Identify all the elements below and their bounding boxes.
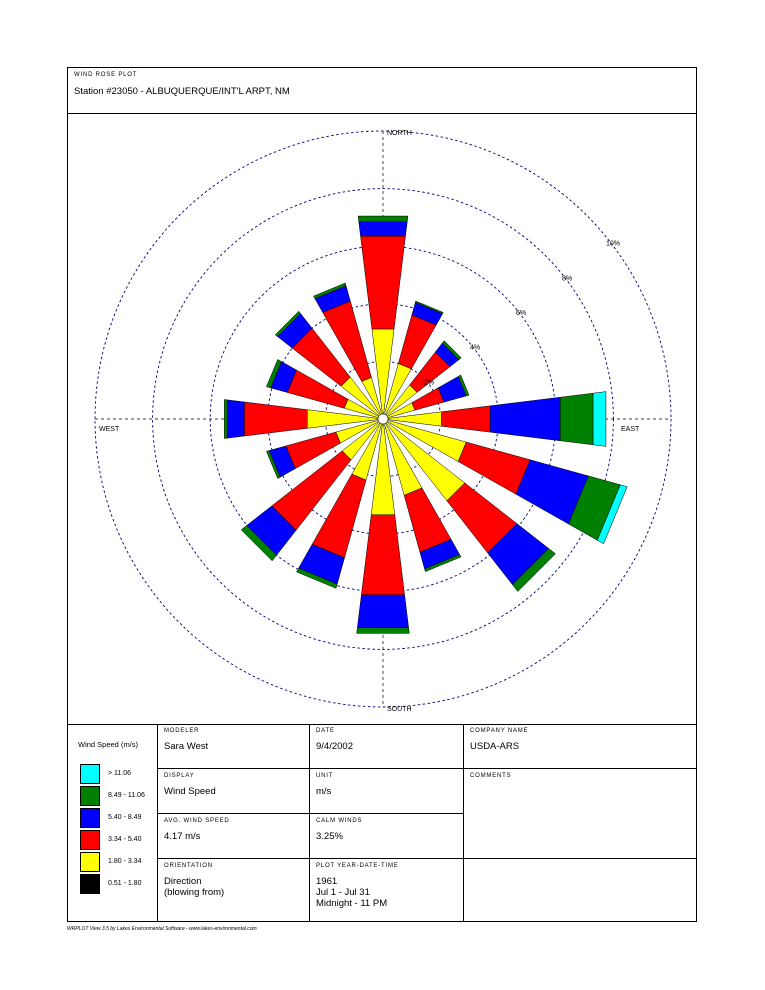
ring-label-2: 2% (423, 379, 435, 387)
ring-label-6: 6% (515, 310, 527, 318)
legend-label: 5.40 - 8.49 (108, 814, 142, 821)
plot-type-label: WIND ROSE PLOT (74, 72, 138, 78)
avg-speed-label: AVG. WIND SPEED (164, 818, 230, 824)
station-title: Station #23050 - ALBUQUERQUE/INT'L ARPT, NM (74, 86, 290, 97)
company-cell (464, 724, 696, 769)
software-credit: WRPLOT View 3.5 by Lakes Environmental Software - www.lakes-environmental.com (67, 926, 257, 932)
calm-winds-label: CALM WINDS (316, 818, 363, 824)
legend-swatch (80, 764, 100, 784)
wind-rose-plot (68, 113, 696, 725)
orientation-label: ORIENTATION (164, 863, 213, 869)
avg-speed-cell (158, 814, 310, 859)
petal-segment-bin-2 (361, 236, 406, 329)
legend-label: 1.80 - 3.34 (108, 858, 142, 865)
legend-swatch (80, 830, 100, 850)
legend-item (80, 874, 160, 894)
modeler-value: Sara West (164, 741, 209, 752)
unit-label: UNIT (316, 773, 334, 779)
legend-label: 3.34 - 5.40 (108, 836, 142, 843)
comments-cell (464, 769, 696, 859)
date-label: DATE (316, 728, 335, 734)
plot-year-date-time-cell (310, 859, 464, 921)
legend-item (80, 786, 160, 806)
legend-title: Wind Speed (m/s) (78, 740, 139, 749)
ring-label-4: 4% (469, 344, 481, 352)
display-value: Wind Speed (164, 786, 216, 797)
company-value: USDA-ARS (470, 741, 520, 752)
petal-segment-bin-5 (593, 392, 606, 447)
plot-dates: Jul 1 - Jul 31 (316, 887, 370, 898)
direction-label-north: NORTH (387, 130, 412, 137)
legend-label: 8.49 - 11.06 (108, 792, 145, 799)
plot-year-date-time-label: PLOT YEAR-DATE-TIME (316, 863, 399, 869)
legend-swatch (80, 808, 100, 828)
calm-winds-cell (310, 814, 464, 859)
calm-winds-value: 3.25% (316, 831, 343, 842)
legend-item (80, 830, 160, 850)
legend-swatch (80, 874, 100, 894)
petal-segment-bin-2 (361, 515, 404, 595)
date-value: 9/4/2002 (316, 741, 353, 752)
legend-item (80, 852, 160, 872)
display-label: DISPLAY (164, 773, 195, 779)
avg-speed-value: 4.17 m/s (164, 831, 201, 842)
legend-panel (68, 724, 158, 921)
legend-swatch (80, 852, 100, 872)
orientation-line-1: Direction (164, 876, 202, 887)
petal-segment-bin-4 (357, 628, 410, 634)
wind-rose-svg (68, 113, 696, 724)
plot-year-date-time-value (316, 876, 387, 909)
petal-segment-bin-3 (227, 400, 244, 438)
legend-label: 0.51 - 1.80 (108, 880, 142, 887)
calm-center (378, 414, 388, 424)
modeler-cell (158, 724, 310, 769)
orientation-value (164, 876, 224, 898)
ring-label-10: 10% (605, 240, 621, 248)
petal-segment-bin-4 (224, 400, 227, 439)
wind-rose-frame (67, 67, 697, 922)
header (68, 68, 696, 114)
legend-swatch (80, 786, 100, 806)
orientation-line-2: (blowing from) (164, 887, 225, 898)
petal-segment-bin-3 (357, 595, 408, 628)
direction-label-west: WEST (99, 426, 120, 433)
unit-cell (310, 769, 464, 814)
petal-segment-bin-2 (442, 406, 491, 432)
display-cell (158, 769, 310, 814)
petal-segment-bin-3 (490, 397, 560, 441)
petal-segment-bin-3 (359, 222, 407, 236)
petal-segment-bin-4 (358, 216, 408, 222)
legend-label: > 11.06 (108, 770, 132, 777)
petal-segment-bin-2 (244, 402, 307, 436)
orientation-cell (158, 859, 310, 921)
company-label: COMPANY NAME (470, 728, 529, 734)
date-cell (310, 724, 464, 769)
direction-label-south: SOUTH (387, 706, 412, 713)
unit-value: m/s (316, 786, 332, 797)
modeler-label: MODELER (164, 728, 200, 734)
legend-item (80, 764, 160, 784)
plot-year: 1961 (316, 876, 338, 887)
direction-label-east: EAST (621, 426, 640, 433)
legend-item (80, 808, 160, 828)
comments-label: COMMENTS (470, 773, 512, 779)
ring-label-8: 8% (561, 275, 573, 283)
petal-segment-bin-4 (560, 393, 593, 445)
plot-time: Midnight - 11 PM (316, 898, 388, 909)
